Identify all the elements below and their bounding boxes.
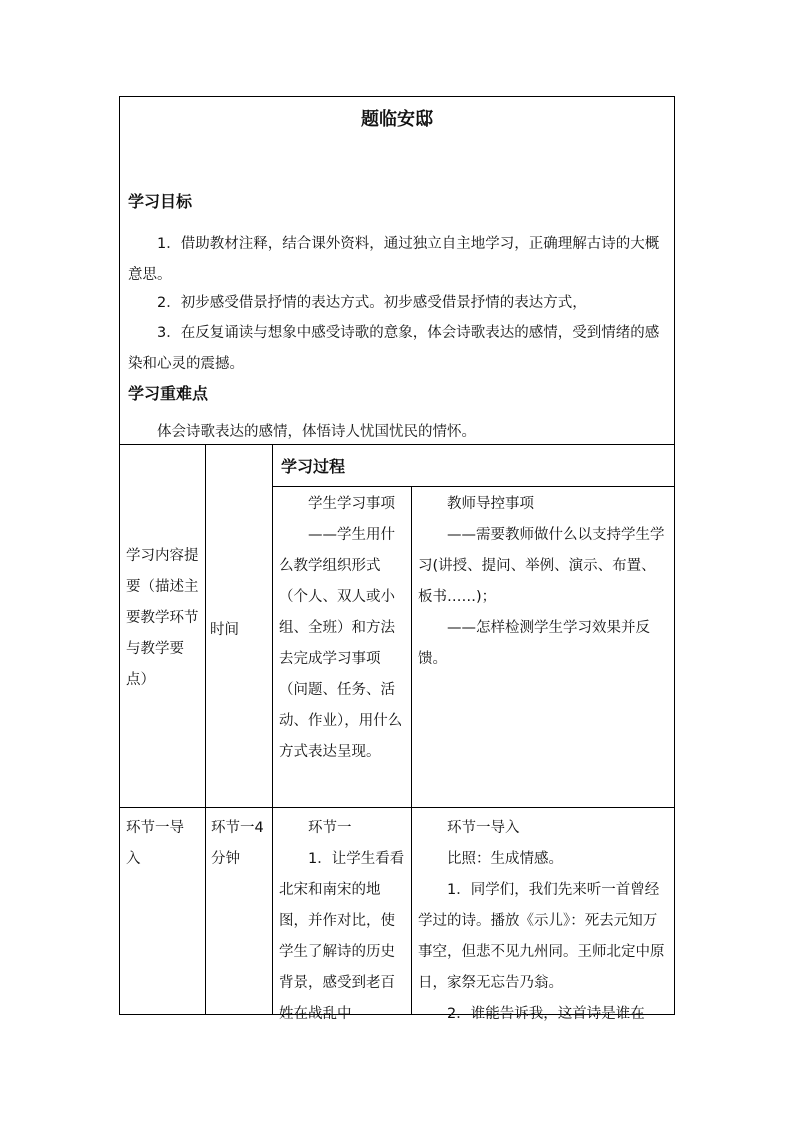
process-divider	[272, 486, 674, 487]
page-title: 题临安邸	[361, 109, 433, 130]
process-heading: 学习过程	[281, 457, 346, 476]
row1-col2: 环节一4分钟	[211, 820, 264, 867]
row1-col3	[279, 813, 407, 1030]
keypoints-text: 体会诗歌表达的感情，体悟诗人忧国忧民的情怀。	[157, 424, 476, 440]
row1-col3-body: 1．让学生看看北宋和南宋的地图，并作对比，使学生了解诗的历史背景，感受到老百姓在战乱中	[279, 851, 405, 1022]
row1-col3-title: 环节一	[308, 820, 352, 836]
row1-col4-p2: 2．谁能告诉我，这首诗是谁在	[447, 1006, 645, 1022]
col4-header-desc-2: ——怎样检测学生学习效果并反馈。	[418, 620, 650, 667]
col-divider-1	[205, 444, 206, 1015]
row1-col4-p1: 1．同学们，我们先来听一首曾经学过的诗。播放《示儿》：死去元知万事空，但悲不见九州同。王师北定中原日，家祭无忘告乃翁。	[418, 882, 665, 991]
header-row-divider	[120, 807, 674, 808]
col1-header: 学习内容提要（描述主要教学环节与教学要点）	[126, 548, 199, 688]
col4-header-title: 教师导控事项	[447, 496, 534, 512]
col3-header	[279, 489, 407, 768]
col4-header-desc-1: ——需要教师做什么以支持学生学习(讲授、提问、举例、演示、布置、板书……)；	[418, 527, 665, 605]
col3-header-title: 学生学习事项	[308, 496, 395, 512]
col-divider-2	[272, 444, 273, 1015]
row1-col1: 环节一导入	[126, 820, 184, 867]
row1-col4	[418, 813, 670, 1030]
table-top-border	[120, 444, 674, 445]
row1-col4-title: 环节一导入	[447, 820, 520, 836]
col3-header-desc: ——学生用什么教学组织形式（个人、双人或小组、全班）和方法去完成学习事项（问题、任务、活动、作业），用什么方式表达呈现。	[279, 527, 403, 760]
col-divider-3	[411, 486, 412, 1015]
objectives-heading: 学习目标	[128, 192, 193, 211]
objective-1: 1．借助教材注释，结合课外资料，通过独立自主地学习，正确理解古诗的大概意思。	[128, 236, 660, 283]
objective-2: 2．初步感受借景抒情的表达方式。初步感受借景抒情的表达方式，	[157, 295, 587, 311]
objective-3: 3．在反复诵读与想象中感受诗歌的意象，体会诗歌表达的感情，受到情绪的感染和心灵的震撼。	[128, 325, 660, 372]
lesson-plan-table	[119, 96, 675, 1022]
row1-col4-sub: 比照：生成情感。	[447, 851, 563, 867]
col2-header: 时间	[210, 622, 239, 638]
col4-header	[418, 489, 670, 675]
keypoints-heading: 学习重难点	[128, 384, 209, 403]
